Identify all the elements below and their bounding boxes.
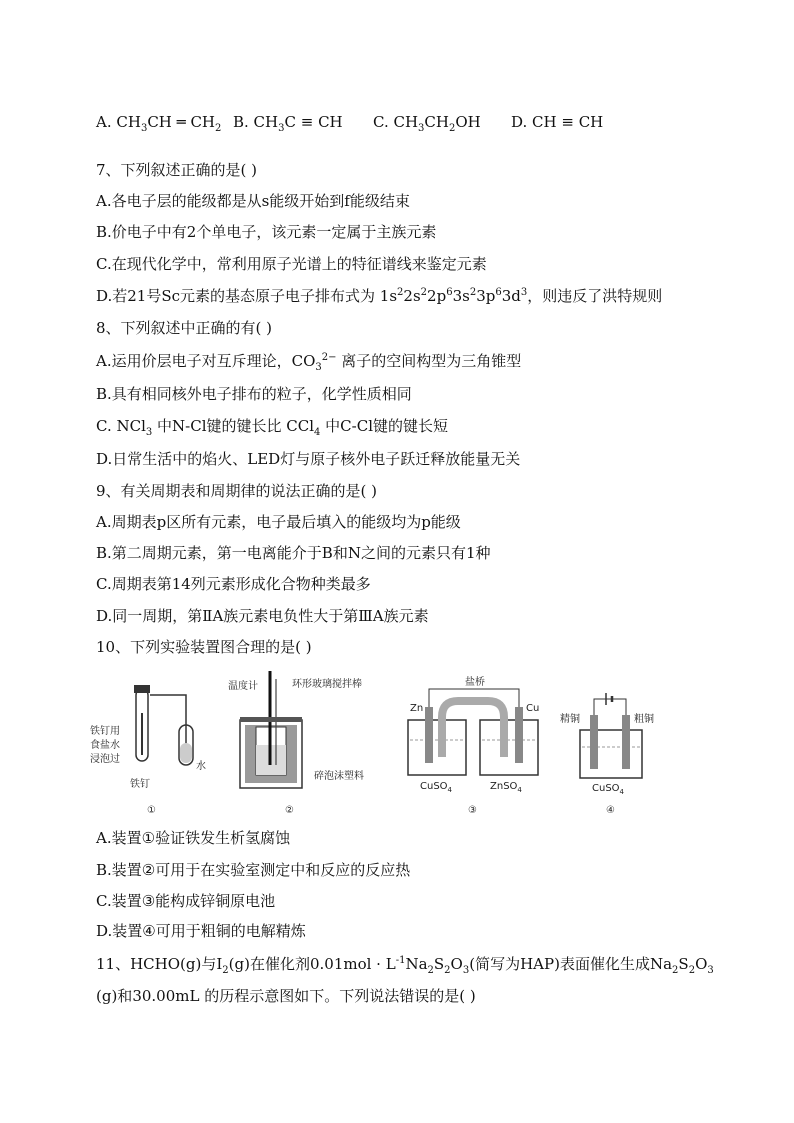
q8-option-d: D.日常生活中的焰火、LED灯与原子核外电子跃迁释放能量无关 — [96, 450, 521, 468]
q7-option-c: C.在现代化学中，常利用原子光谱上的特征谱线来鉴定元素 — [96, 255, 487, 273]
figure-2-calorimeter — [228, 671, 364, 816]
q10-option-c: C.装置③能构成锌铜原电池 — [96, 892, 276, 910]
q10-apparatus-figure — [90, 665, 690, 825]
fig3-right-solution: ZnSO$_4$ — [490, 781, 522, 794]
q8-option-b: B.具有相同核外电子排布的粒子，化学性质相同 — [96, 385, 412, 403]
fig3-number: ③ — [468, 805, 477, 816]
q9-option-c: C.周期表第14列元素形成化合物种类最多 — [96, 575, 371, 593]
q11-line-1: 11、HCHO(g)与$I_2(g)$在催化剂$0.01mol \cdot L^{-1}Na_2S_2O_3$(简写为HAP)表面催化生成$Na_2S_2O_3$ — [96, 955, 714, 976]
figure-3-galvanic-cell — [408, 675, 539, 816]
fig4-number: ④ — [606, 805, 615, 816]
q9-option-b: B.第二周期元素，第一电离能介于B和N之间的元素只有1种 — [96, 544, 491, 562]
fig4-pure-copper-label: 精铜 — [560, 714, 580, 725]
q6-option-c: C. $CH_3CH_2OH$ — [373, 113, 481, 134]
q10-option-b: B.装置②可用于在实验室测定中和反应的反应热 — [96, 861, 411, 879]
q11-line-2: (g)和30.00mL 的历程示意图如下。下列说法错误的是( ) — [96, 987, 476, 1005]
q10-option-d: D.装置④可用于粗铜的电解精炼 — [96, 922, 306, 940]
q7-stem: 7、下列叙述正确的是( ) — [96, 161, 258, 179]
q10-stem: 10、下列实验装置图合理的是( ) — [96, 638, 312, 656]
fig3-salt-bridge-label: 盐桥 — [465, 677, 485, 688]
q7-option-b: B.价电子中有2个单电子，该元素一定属于主族元素 — [96, 223, 437, 241]
q7-option-a: A.各电子层的能级都是从s能级开始到f能级结束 — [96, 192, 410, 210]
fig2-foam-label: 碎泡沫塑料 — [314, 771, 364, 782]
fig4-solution: CuSO$_4$ — [592, 783, 625, 796]
figure-1-corrosion — [90, 685, 206, 816]
q7-option-d: D.若21号Sc元素的基态原子电子排布式为 $1s^22s^22p^63s^23p^63d^3$，则违反了洪特规则 — [96, 287, 663, 305]
q10-option-a: A.装置①验证铁发生析氢腐蚀 — [96, 829, 291, 847]
q8-option-c: C. NCl$_3$ 中N-Cl键的键长比 CCl$_4$ 中C-Cl键的键长短 — [96, 417, 448, 438]
fig4-crude-copper-label: 粗铜 — [634, 714, 654, 725]
fig2-thermometer-label: 温度计 — [228, 681, 258, 692]
fig3-left-solution: CuSO$_4$ — [420, 781, 453, 794]
fig1-nail-label: 铁钉 — [130, 779, 150, 790]
fig3-zn-label: Zn — [410, 703, 424, 714]
fig1-label-line3: 浸泡过 — [90, 754, 120, 765]
q9-stem: 9、有关周期表和周期律的说法正确的是( ) — [96, 482, 378, 500]
q8-option-a: A.运用价层电子对互斥理论，$CO_3^{2-}$ 离子的空间构型为三角锥型 — [96, 352, 522, 373]
fig1-number: ① — [147, 805, 156, 816]
q6-option-b: B. $CH_3C$ ≡ CH — [233, 113, 343, 134]
fig3-cu-label: Cu — [526, 703, 540, 714]
q6-option-a: A. $CH_3CH$ ═ $CH_2$ — [96, 113, 222, 134]
fig1-label-line2: 食盐水 — [90, 740, 120, 751]
q9-option-d: D.同一周期，第ⅡA族元素电负性大于第ⅢA族元素 — [96, 607, 429, 625]
figure-4-electrolysis — [560, 693, 654, 816]
q8-stem: 8、下列叙述中正确的有( ) — [96, 319, 273, 337]
q6-option-d: D. CH ≡ CH — [511, 113, 604, 131]
fig2-stirrer-label: 环形玻璃搅拌棒 — [292, 679, 362, 690]
fig2-number: ② — [285, 805, 294, 816]
fig1-water-label: 水 — [196, 761, 206, 772]
q9-option-a: A.周期表p区所有元素，电子最后填入的能级均为p能级 — [96, 513, 461, 531]
fig1-label-line1: 铁钉用 — [90, 726, 120, 737]
